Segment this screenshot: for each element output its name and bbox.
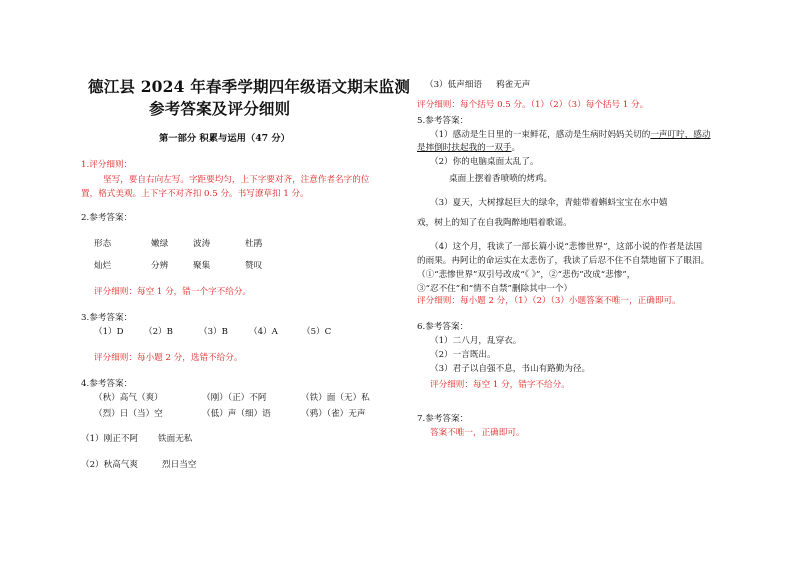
q4-idiom: （低）声（细）语 (202, 409, 271, 419)
q4-score: 评分细则：每个括号 0.5 分。（1）（2）（3）每个括号 1 分。 (417, 100, 649, 110)
q4-sub-answer: （2）秋高气爽 (81, 460, 139, 470)
q4-idiom: （烈）日（当）空 (94, 409, 163, 419)
q5-answer-4-line2: 的雨果。冉阿让的命运实在太悲伤了，我读了后忍不住不自禁地留下了眼泪。 (417, 256, 710, 266)
q6-answer: （1）二八月，乱穿衣。 (430, 336, 522, 346)
q2-word: 聚集 (193, 261, 211, 271)
q5-score: 评分细则：每小题 2 分，（1）（2）（3）小题答案不唯一，正确即可。 (417, 296, 681, 306)
q5-answer-3: （3）夏天，大树撑起巨大的绿伞，青蛙带着蝌蚪宝宝在水中嬉 (430, 198, 668, 208)
q1-score-line1: 坚写，要自右向左写。字距要均匀，上下字要对齐，注意作者名字的位 (103, 175, 370, 185)
q2-word: 灿烂 (94, 261, 112, 271)
q1-label: 1.评分细则： (81, 160, 133, 170)
q6-label: 6.参考答案： (417, 322, 469, 332)
q3-score: 评分细则：每小题 2 分，选错不给分。 (94, 353, 243, 363)
q3-answer: （2）B (144, 327, 173, 337)
q2-label: 2.参考答案： (81, 213, 133, 223)
q5-answer-1-underline-cont: 是摔倒时扶起我的一双手 (417, 143, 512, 153)
q3-answer: （5）C (302, 327, 332, 337)
q5-answer-1-end: 。 (511, 143, 521, 153)
q3-answer: （3）B (199, 327, 228, 337)
q6-answer: （2）一言既出。 (430, 350, 496, 360)
q5-answer-2: （2）你的电脑桌面太乱了。 (430, 157, 539, 167)
q5-answer-3-cont: 戏，树上的知了在自我陶醉地唱着歌谣。 (417, 218, 572, 228)
q4-idiom: （刚）（正）不阿 (202, 393, 267, 403)
part-heading: 第一部分 积累与运用（47 分） (159, 133, 290, 144)
q4-idiom: （铁）面（无）私 (301, 393, 370, 403)
q5-answer-4: （4）这个月，我读了一部长篇小说“悲惨世界”，这部小说的作者是法国 (430, 242, 703, 252)
q5-label: 5.参考答案： (417, 116, 469, 126)
q6-score: 评分细则：每空 1 分，错字不给分。 (430, 380, 570, 390)
q7-label: 7.参考答案： (417, 414, 469, 424)
q5-answer-4-line3: （①“悲惨世界”双引号改成“《 》”，②“悲伤”改成“悲惨”， (417, 270, 636, 280)
q5-answer-2b: 桌面上摆着香喷喷的烤鸡。 (449, 174, 553, 184)
q5-answer-1 (430, 130, 710, 141)
q4-idiom: （秋）高气（爽） (94, 393, 163, 403)
q4-label: 4.参考答案： (81, 379, 133, 389)
q3-label: 3.参考答案： (81, 313, 133, 323)
q4-sub-answer: 铁面无私 (158, 434, 193, 444)
q2-score: 评分细则：每空 1 分，错一个字不给分。 (94, 287, 252, 297)
q4-idiom: （鸦）（雀）无声 (301, 409, 366, 419)
q5-answer-1-underline: 一声叮咛，感动 (650, 130, 711, 140)
q5-answer-1-text: （1）感动是生日里的一束鲜花，感动是生病时妈妈关切的 (430, 130, 651, 140)
q5-answer-4-line4: ③“忍不住”和“情不自禁”删除其中一个） (417, 284, 573, 294)
q2-word: 杜鹃 (245, 239, 263, 249)
q4-sub-answer: （3）低声细语 (425, 80, 483, 90)
q3-answer: （4）A (249, 327, 278, 337)
q1-score-line2: 置，格式美观。上下字不对齐扣 0.5 分。书写潦草扣 1 分。 (81, 189, 309, 199)
q2-word: 赞叹 (245, 261, 263, 271)
page-subtitle: 参考答案及评分细则 (149, 99, 291, 118)
q2-word: 形态 (94, 239, 112, 249)
q5-answer-1-cont (417, 143, 520, 154)
q2-word: 波涛 (193, 239, 211, 249)
q4-sub-answer: 鸦雀无声 (496, 80, 531, 90)
q7-score: 答案不唯一，正确即可。 (430, 428, 525, 438)
q4-sub-answer: 烈日当空 (162, 460, 197, 470)
q2-word: 分辨 (151, 261, 169, 271)
q6-answer: （3）君子以自强不息，书山有路勤为径。 (430, 364, 591, 374)
q2-word: 嫩绿 (151, 239, 169, 249)
q4-sub-answer: （1）刚正不阿 (81, 434, 139, 444)
q3-answer: （1）D (94, 327, 124, 337)
page-title: 德江县 2024 年春季学期四年级语文期末监测 (88, 77, 411, 96)
